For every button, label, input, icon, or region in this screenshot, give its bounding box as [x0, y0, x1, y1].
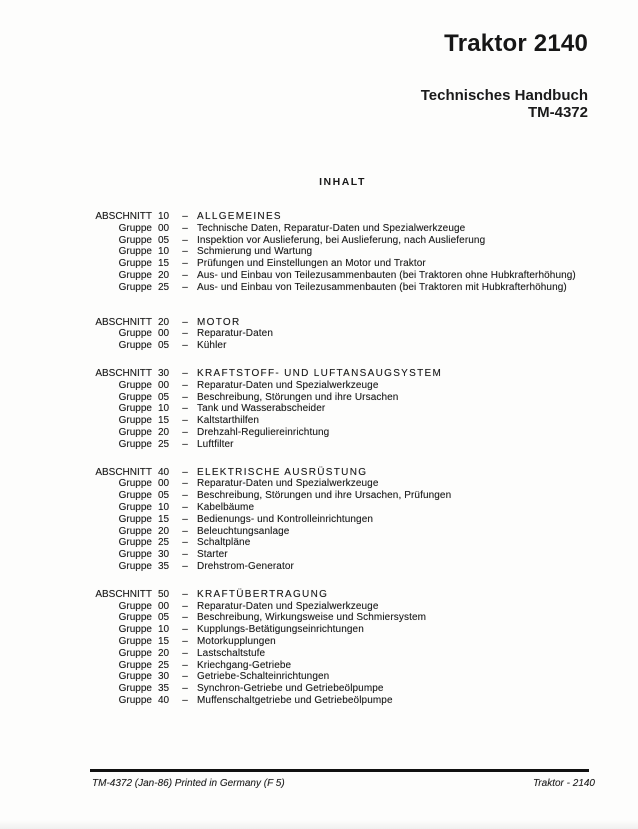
group-number: 00 — [158, 379, 170, 391]
dash-separator: – — [182, 588, 188, 600]
group-row — [90, 392, 595, 404]
section-row — [90, 211, 595, 223]
group-label: Gruppe — [118, 222, 152, 234]
group-title: Reparatur-Daten und Spezialwerkzeuge — [197, 478, 379, 490]
dash-separator: – — [182, 525, 188, 537]
group-label: Gruppe — [118, 683, 152, 695]
section-row — [90, 589, 595, 601]
section-title: MOTOR — [197, 316, 241, 328]
group-label: Gruppe — [118, 635, 152, 647]
dash-separator: – — [182, 316, 188, 328]
group-title: Schmierung und Wartung — [197, 246, 313, 258]
section-title: ALLGEMEINES — [197, 211, 282, 222]
group-row — [90, 601, 595, 613]
group-label: Gruppe — [118, 659, 152, 671]
doc-number: TM-4372 — [527, 104, 588, 121]
dash-separator: – — [182, 466, 188, 478]
section-row — [90, 368, 595, 380]
group-row — [90, 235, 595, 247]
group-number: 30 — [158, 549, 170, 561]
group-title: Technische Daten, Reparatur-Daten und Spezialwerkzeuge — [197, 222, 466, 234]
dash-separator: – — [182, 671, 188, 683]
group-number: 05 — [158, 340, 170, 352]
group-number: 05 — [158, 490, 170, 502]
section-number: 10 — [158, 211, 170, 222]
dash-separator: – — [182, 659, 188, 671]
group-number: 10 — [158, 501, 170, 513]
dash-separator: – — [182, 403, 188, 415]
dash-separator: – — [182, 635, 188, 647]
group-row — [90, 683, 595, 695]
group-number: 40 — [158, 694, 170, 706]
group-row — [90, 660, 595, 672]
group-label: Gruppe — [118, 478, 152, 490]
group-label: Gruppe — [118, 624, 152, 636]
page-title: Traktor 2140 — [444, 30, 588, 57]
footer-imprint: TM-4372 (Jan-86) Printed in Germany (F 5) — [92, 777, 285, 789]
group-number: 25 — [158, 537, 170, 549]
section-title: KRAFTÜBERTRAGUNG — [197, 588, 329, 600]
dash-separator: – — [182, 281, 188, 293]
section-label: ABSCHNITT — [95, 466, 152, 478]
group-number: 10 — [158, 403, 170, 415]
group-row — [90, 648, 595, 660]
group-label: Gruppe — [118, 328, 152, 340]
group-row — [90, 502, 595, 514]
group-row — [90, 403, 595, 415]
group-label: Gruppe — [118, 340, 152, 352]
group-label: Gruppe — [118, 379, 152, 391]
group-row — [90, 439, 595, 451]
group-row — [90, 549, 595, 561]
section-row — [90, 317, 595, 329]
section-number: 20 — [158, 316, 170, 328]
dash-separator: – — [182, 222, 188, 234]
group-number: 05 — [158, 391, 170, 403]
group-number: 15 — [158, 415, 170, 427]
group-label: Gruppe — [118, 560, 152, 572]
group-number: 05 — [158, 234, 170, 246]
group-row — [90, 340, 595, 352]
section-title: ELEKTRISCHE AUSRÜSTUNG — [197, 466, 368, 478]
dash-separator: – — [182, 426, 188, 438]
group-number: 15 — [158, 258, 170, 270]
group-row — [90, 514, 595, 526]
group-number: 00 — [158, 600, 170, 612]
group-title: Aus- und Einbau von Teilezusammenbauten (bei Traktoren mit Hubkrafterhöhung) — [197, 281, 567, 293]
group-label: Gruppe — [118, 647, 152, 659]
group-title: Aus- und Einbau von Teilezusammenbauten (bei Traktoren ohne Hubkrafterhöhung) — [197, 269, 576, 281]
table-of-contents — [90, 211, 595, 707]
dash-separator: – — [182, 549, 188, 561]
group-number: 10 — [158, 624, 170, 636]
dash-separator: – — [182, 246, 188, 258]
group-number: 05 — [158, 612, 170, 624]
group-label: Gruppe — [118, 269, 152, 281]
group-title: Lastschaltstufe — [197, 647, 266, 659]
group-row — [90, 490, 595, 502]
section-number: 40 — [158, 466, 170, 478]
dash-separator: – — [182, 258, 188, 270]
group-row — [90, 415, 595, 427]
dash-separator: – — [182, 560, 188, 572]
group-title: Reparatur-Daten und Spezialwerkzeuge — [197, 600, 379, 612]
group-label: Gruppe — [118, 537, 152, 549]
document-footer — [90, 769, 595, 790]
document-header — [90, 0, 595, 121]
group-number: 00 — [158, 222, 170, 234]
dash-separator: – — [182, 379, 188, 391]
group-title: Getriebe-Schalteinrichtungen — [197, 671, 330, 683]
group-label: Gruppe — [118, 671, 152, 683]
group-row — [90, 223, 595, 235]
group-row — [90, 258, 595, 270]
dash-separator: – — [182, 340, 188, 352]
group-number: 30 — [158, 671, 170, 683]
group-title: Kriechgang-Getriebe — [197, 659, 292, 671]
group-label: Gruppe — [118, 234, 152, 246]
group-row — [90, 671, 595, 683]
group-title: Reparatur-Daten — [197, 328, 273, 340]
group-row — [90, 380, 595, 392]
group-label: Gruppe — [118, 694, 152, 706]
group-label: Gruppe — [118, 490, 152, 502]
section-label: ABSCHNITT — [95, 211, 152, 222]
group-label: Gruppe — [118, 525, 152, 537]
dash-separator: – — [182, 367, 188, 379]
dash-separator: – — [182, 269, 188, 281]
group-title: Reparatur-Daten und Spezialwerkzeuge — [197, 379, 379, 391]
dash-separator: – — [182, 415, 188, 427]
group-title: Luftfilter — [197, 438, 234, 450]
group-title: Muffenschaltgetriebe und Getriebeölpumpe — [197, 694, 393, 706]
group-number: 20 — [158, 269, 170, 281]
group-row — [90, 624, 595, 636]
group-label: Gruppe — [118, 600, 152, 612]
page-content — [90, 0, 595, 723]
group-row — [90, 695, 595, 707]
group-title: Starter — [197, 549, 228, 561]
group-number: 25 — [158, 281, 170, 293]
dash-separator: – — [182, 600, 188, 612]
group-title: Drehzahl-Reguliereinrichtung — [197, 426, 330, 438]
group-number: 20 — [158, 525, 170, 537]
group-row — [90, 328, 595, 340]
group-row — [90, 246, 595, 258]
group-number: 15 — [158, 635, 170, 647]
section-title: KRAFTSTOFF- UND LUFTANSAUGSYSTEM — [197, 367, 443, 379]
section-number: 30 — [158, 367, 170, 379]
group-number: 20 — [158, 647, 170, 659]
group-title: Motorkupplungen — [197, 635, 276, 647]
group-number: 25 — [158, 438, 170, 450]
group-title: Synchron-Getriebe und Getriebeölpumpe — [197, 683, 384, 695]
dash-separator: – — [182, 624, 188, 636]
dash-separator: – — [182, 391, 188, 403]
section-label: ABSCHNITT — [95, 588, 152, 600]
group-row — [90, 612, 595, 624]
group-label: Gruppe — [118, 549, 152, 561]
group-number: 20 — [158, 426, 170, 438]
dash-separator: – — [182, 501, 188, 513]
page-subtitle: Technisches Handbuch — [420, 87, 588, 104]
group-title: Schaltpläne — [197, 537, 251, 549]
dash-separator: – — [182, 211, 188, 222]
group-label: Gruppe — [118, 403, 152, 415]
dash-separator: – — [182, 647, 188, 659]
section-label: ABSCHNITT — [95, 316, 152, 328]
group-label: Gruppe — [118, 415, 152, 427]
toc-section-40 — [90, 467, 595, 573]
group-number: 35 — [158, 683, 170, 695]
group-row — [90, 427, 595, 439]
group-label: Gruppe — [118, 281, 152, 293]
group-row — [90, 270, 595, 282]
group-label: Gruppe — [118, 246, 152, 258]
group-title: Drehstrom-Generator — [197, 560, 294, 572]
group-title: Bedienungs- und Kontrolleinrichtungen — [197, 513, 374, 525]
dash-separator: – — [182, 537, 188, 549]
group-title: Kühler — [197, 340, 227, 352]
group-row — [90, 526, 595, 538]
group-title: Beleuchtungsanlage — [197, 525, 290, 537]
dash-separator: – — [182, 683, 188, 695]
dash-separator: – — [182, 438, 188, 450]
group-row — [90, 561, 595, 573]
group-title: Kaltstarthilfen — [197, 415, 260, 427]
section-number: 50 — [158, 588, 170, 600]
dash-separator: – — [182, 234, 188, 246]
group-number: 00 — [158, 328, 170, 340]
dash-separator: – — [182, 612, 188, 624]
group-title: Tank und Wasserabscheider — [197, 403, 326, 415]
group-number: 10 — [158, 246, 170, 258]
dash-separator: – — [182, 490, 188, 502]
group-label: Gruppe — [118, 438, 152, 450]
group-title: Beschreibung, Störungen und ihre Ursachen, Prüfungen — [197, 490, 452, 502]
group-row — [90, 636, 595, 648]
footer-row — [90, 778, 595, 790]
section-label: ABSCHNITT — [95, 367, 152, 379]
group-title: Prüfungen und Einstellungen an Motor und Traktor — [197, 258, 426, 270]
group-label: Gruppe — [118, 426, 152, 438]
toc-section-50 — [90, 589, 595, 707]
dash-separator: – — [182, 328, 188, 340]
footer-model: Traktor - 2140 — [532, 777, 595, 789]
group-number: 35 — [158, 560, 170, 572]
group-row — [90, 537, 595, 549]
group-title: Kupplungs-Betätigungseinrichtungen — [197, 624, 364, 636]
contents-heading: INHALT — [319, 176, 366, 188]
dash-separator: – — [182, 694, 188, 706]
dash-separator: – — [182, 513, 188, 525]
toc-section-10 — [90, 211, 595, 294]
group-title: Beschreibung, Wirkungsweise und Schmiersystem — [197, 612, 427, 624]
footer-rule — [90, 769, 589, 772]
section-row — [90, 467, 595, 479]
group-label: Gruppe — [118, 258, 152, 270]
group-title: Beschreibung, Störungen und ihre Ursachen — [197, 391, 399, 403]
toc-section-30 — [90, 368, 595, 451]
toc-section-20 — [90, 317, 595, 352]
group-number: 15 — [158, 513, 170, 525]
group-label: Gruppe — [118, 391, 152, 403]
group-row — [90, 282, 595, 294]
group-label: Gruppe — [118, 612, 152, 624]
group-number: 00 — [158, 478, 170, 490]
group-title: Inspektion vor Auslieferung, bei Auslieferung, nach Auslieferung — [197, 234, 486, 246]
group-number: 25 — [158, 659, 170, 671]
group-row — [90, 478, 595, 490]
group-label: Gruppe — [118, 513, 152, 525]
group-label: Gruppe — [118, 501, 152, 513]
dash-separator: – — [182, 478, 188, 490]
group-title: Kabelbäume — [197, 501, 255, 513]
